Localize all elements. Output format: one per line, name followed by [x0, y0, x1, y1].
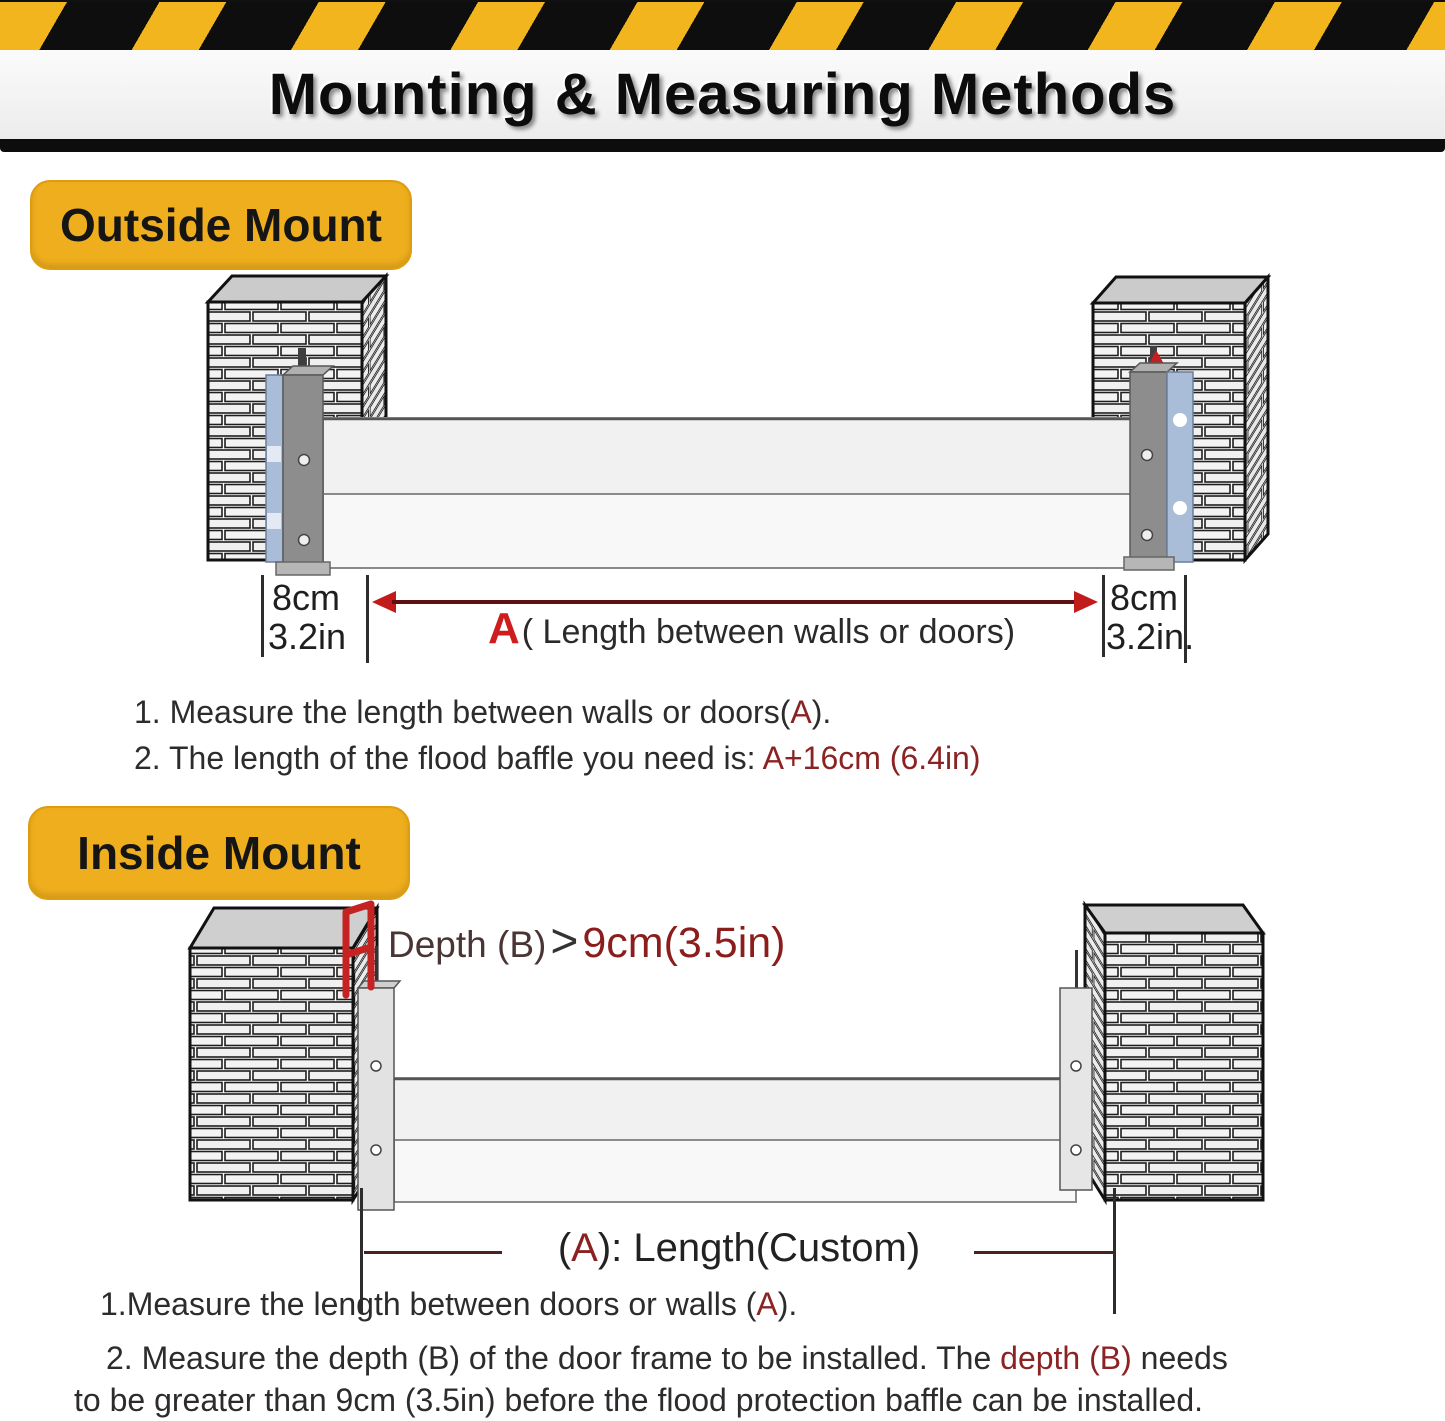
- hazard-stripe-banner: [0, 0, 1445, 52]
- step-em: A: [756, 1286, 778, 1322]
- flood-barrier-inside: [394, 1078, 1076, 1202]
- title-band: [0, 50, 1445, 139]
- bracket-left-inside: [358, 946, 400, 1210]
- len-post: ): Length(Custom): [597, 1226, 921, 1270]
- outside-step-1: [134, 694, 831, 731]
- depth-label: [388, 914, 786, 969]
- step-em: A: [790, 694, 812, 730]
- screw-hole: [1142, 530, 1153, 541]
- step-text: 2. Measure the depth (B) of the door frame to be installed. The: [106, 1340, 1001, 1376]
- screw-hole: [371, 1145, 381, 1155]
- inside-mount-badge: [28, 806, 410, 900]
- len-a-letter: A: [571, 1226, 598, 1270]
- screw-hole: [1142, 450, 1153, 461]
- inside-step-1: [100, 1286, 797, 1323]
- step-em: depth (B): [1000, 1340, 1132, 1376]
- header-divider-bar: [0, 139, 1445, 152]
- outside-mount-badge-label: Outside Mount: [60, 199, 382, 251]
- dim-right-in: 3.2in.: [1106, 616, 1195, 657]
- screw-hole: [371, 1061, 381, 1071]
- step-text: 2. The length of the flood baffle you need is:: [134, 740, 763, 776]
- dim-left-in: 3.2in: [268, 616, 347, 657]
- screw-hole: [1071, 1145, 1081, 1155]
- dim-left-cm: 8cm: [272, 577, 341, 618]
- greater-than-sign: >: [550, 915, 579, 968]
- step-text: to be greater than 9cm (3.5in) before the flood protection baffle can be installed.: [74, 1382, 1204, 1418]
- dim-tick: [1102, 575, 1105, 657]
- len-pre: (: [557, 1226, 572, 1270]
- dim-tick: [261, 575, 264, 657]
- screw-hole: [1071, 1061, 1081, 1071]
- flood-barrier-outside: [323, 418, 1133, 568]
- length-a-label: [488, 604, 1015, 654]
- length-a-text: ( Length between walls or doors): [521, 613, 1016, 651]
- depth-label-text: Depth (B): [388, 924, 547, 965]
- inside-mount-badge-label: Inside Mount: [77, 827, 361, 879]
- screw-hole: [299, 455, 310, 466]
- step-text: 1.Measure the length between doors or walls (: [100, 1286, 757, 1322]
- inside-step-2: [106, 1340, 1228, 1377]
- dim-right-cm: 8cm: [1110, 577, 1179, 618]
- page-title: Mounting & Measuring Methods: [268, 62, 1177, 127]
- depth-value: 9cm(3.5in): [582, 919, 786, 967]
- step-text: needs: [1131, 1340, 1228, 1376]
- custom-length-label: [508, 1226, 970, 1271]
- dim-line: [364, 1251, 502, 1254]
- outside-step-2: [134, 740, 981, 777]
- step-text: ).: [811, 694, 832, 730]
- step-text: 1. Measure the length between walls or doors(: [134, 694, 791, 730]
- length-a-letter: A: [488, 604, 520, 653]
- outside-mount-badge: [30, 180, 412, 270]
- bracket-right-outside: [1124, 363, 1193, 570]
- bracket-left-outside: [266, 366, 333, 575]
- step-em: A+16cm (6.4in): [762, 740, 981, 776]
- inside-step-3: [74, 1382, 1203, 1419]
- dim-line: [974, 1251, 1114, 1254]
- step-text: ).: [777, 1286, 798, 1322]
- pillar-right-inside: [1085, 905, 1263, 1200]
- outside-mount-diagram: [0, 270, 1445, 580]
- arrowhead-right: [1074, 591, 1098, 613]
- screw-hole: [299, 535, 310, 546]
- dim-tick: [366, 575, 369, 663]
